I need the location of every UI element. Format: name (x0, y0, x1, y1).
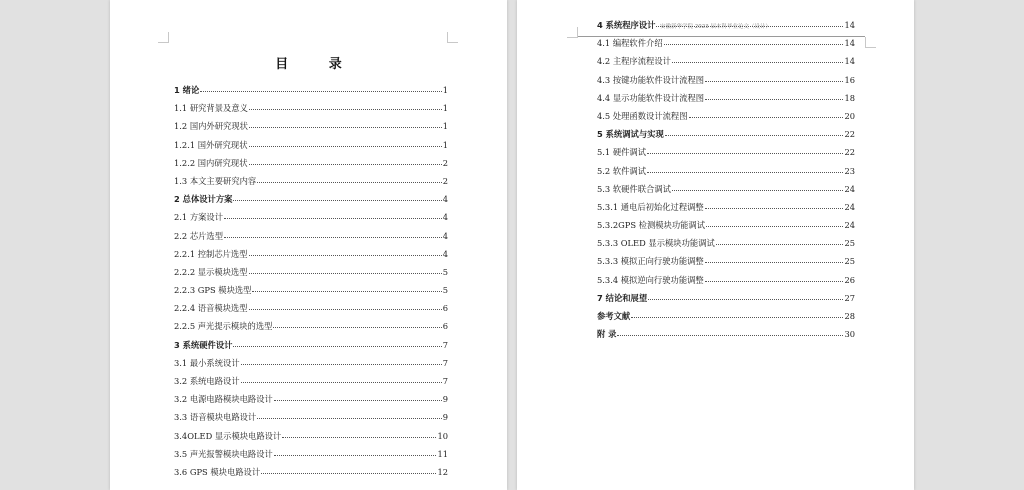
toc-entry-label: 参考文献 (597, 311, 631, 321)
toc-entry-page-number: 7 (442, 376, 448, 386)
dot-leader (656, 20, 843, 27)
dot-leader (261, 467, 436, 474)
toc-entry-page-number: 14 (844, 38, 855, 49)
toc-entry-label: 4.4 显示功能软件设计流程图 (597, 92, 705, 103)
dot-leader (631, 311, 843, 318)
dot-leader (689, 111, 844, 118)
dot-leader (249, 103, 442, 110)
toc-entry[interactable] (174, 84, 448, 102)
toc-entry-page-number: 28 (844, 311, 855, 321)
toc-entry-page-number: 30 (844, 329, 855, 340)
toc-entry[interactable] (174, 175, 448, 193)
toc-entry-label: 3 系统硬件设计 (174, 339, 233, 350)
toc-entry-label: 4.5 处理函数设计流程图 (597, 110, 688, 121)
toc-entry[interactable] (174, 211, 448, 229)
dot-leader (665, 129, 844, 136)
document-page-2 (517, 0, 914, 490)
toc-entry[interactable] (174, 157, 448, 175)
toc-entry-page-number: 22 (844, 147, 855, 158)
toc-entry-label: 1.1 研究背景及意义 (174, 103, 248, 114)
toc-entry-label: 附 录 (597, 329, 617, 340)
toc-entry[interactable] (174, 266, 448, 284)
dot-leader (233, 340, 441, 347)
margin-corner-marker (447, 32, 458, 43)
dot-leader (249, 158, 442, 165)
toc-entry-page-number: 5 (442, 266, 448, 277)
toc-entry-label: 2.2.1 控制芯片选型 (174, 248, 248, 259)
dot-leader (672, 184, 844, 191)
toc-entry[interactable] (597, 146, 855, 164)
toc-entry-page-number: 12 (437, 466, 448, 477)
page-header: 安徽新华学院 2023 届本科毕业论文（设计） (660, 24, 771, 30)
dot-leader (705, 275, 844, 282)
toc-entry[interactable] (174, 302, 448, 320)
toc-entry-label: 4 系统程序设计 (597, 20, 656, 30)
toc-entry-page-number: 4 (442, 212, 448, 223)
dot-leader (224, 212, 442, 219)
toc-entry[interactable] (597, 110, 855, 128)
toc-entry[interactable] (597, 274, 855, 292)
document-page-1 (110, 0, 507, 490)
toc-entry[interactable] (174, 411, 448, 429)
dot-leader (224, 231, 442, 238)
toc-entry-page-number: 11 (437, 448, 448, 459)
toc-entry-label: 1.2.1 国外研究现状 (174, 139, 248, 150)
toc-entry-label: 2.1 方案设计 (174, 212, 224, 223)
dot-leader (705, 256, 844, 263)
toc-entry-label: 3.4OLED 显示模块电路设计 (174, 430, 282, 441)
toc-entry-label: 5.3.4 模拟逆向行驶功能调整 (597, 274, 704, 285)
toc-entry-label: 5.3.1 通电后初始化过程调整 (597, 201, 704, 212)
toc-entry[interactable] (174, 230, 448, 248)
toc-entry-label: 3.6 GPS 模块电路设计 (174, 466, 261, 477)
toc-entry[interactable] (174, 193, 448, 211)
toc-entry-page-number: 4 (442, 230, 448, 241)
dot-leader (706, 220, 843, 227)
toc-entry-label: 5.2 软件调试 (597, 165, 647, 176)
toc-entry-label: 5.3.2GPS 检测模块功能调试 (597, 220, 706, 231)
dot-leader (249, 303, 442, 310)
toc-entry-page-number: 18 (844, 92, 855, 103)
toc-entry-label: 7 结论和展望 (597, 292, 648, 303)
dot-leader (716, 238, 844, 245)
toc-entry-label: 5.3 软硬件联合调试 (597, 183, 671, 194)
toc-entry-page-number: 9 (442, 394, 448, 405)
dot-leader (249, 249, 442, 256)
toc-entry[interactable] (174, 120, 448, 138)
margin-corner-marker (865, 37, 876, 48)
toc-entry-page-number: 20 (844, 110, 855, 121)
toc-entry-page-number: 9 (442, 412, 448, 423)
margin-corner-marker (567, 27, 578, 38)
toc-entry[interactable] (597, 92, 855, 110)
dot-leader (705, 93, 843, 100)
dot-leader (274, 449, 437, 456)
dot-leader (249, 140, 442, 147)
toc-entry-page-number: 2 (442, 175, 448, 186)
toc-entry-page-number: 1 (442, 139, 448, 150)
toc-entry-page-number: 24 (844, 201, 855, 212)
toc-entry-page-number: 25 (844, 238, 855, 249)
toc-entry-label: 1 绪论 (174, 85, 200, 95)
toc-entry[interactable] (597, 183, 855, 201)
dot-leader (705, 75, 843, 82)
toc-entry-page-number: 10 (437, 430, 448, 441)
toc-entry-page-number: 24 (844, 183, 855, 194)
toc-entry-page-number: 16 (844, 74, 855, 85)
toc-entry-label: 5 系统调试与实现 (597, 129, 664, 140)
dot-leader (282, 431, 436, 438)
dot-leader (249, 121, 442, 128)
toc-entry[interactable] (597, 292, 855, 310)
toc-entry[interactable] (597, 19, 855, 37)
dot-leader (705, 202, 844, 209)
toc-entry-label: 2.2.4 语音模块选型 (174, 303, 248, 314)
toc-entry[interactable] (174, 357, 448, 375)
dot-leader (233, 194, 441, 201)
toc-entry[interactable] (174, 430, 448, 448)
toc-entry-page-number: 24 (844, 220, 855, 231)
toc-entry-page-number: 22 (844, 129, 855, 140)
toc-entry[interactable] (597, 55, 855, 73)
dot-leader (273, 321, 441, 328)
toc-entry[interactable] (174, 375, 448, 393)
dot-leader (257, 176, 442, 183)
toc-entry[interactable] (174, 102, 448, 120)
dot-leader (648, 293, 843, 300)
table-of-contents (174, 84, 448, 484)
toc-entry-label: 2.2.5 声光提示模块的选型 (174, 321, 273, 332)
table-of-contents-continued (597, 19, 855, 346)
toc-entry[interactable] (597, 328, 855, 346)
dot-leader (647, 147, 843, 154)
dot-leader (664, 38, 844, 45)
toc-entry-page-number: 26 (844, 274, 855, 285)
dot-leader (672, 56, 844, 63)
toc-entry-label: 2.2.3 GPS 模块选型 (174, 285, 252, 296)
toc-entry-label: 3.2 系统电路设计 (174, 376, 240, 386)
toc-entry-label: 3.3 语音模块电路设计 (174, 412, 257, 423)
toc-entry-page-number: 7 (442, 339, 448, 350)
dot-leader (274, 394, 442, 401)
toc-entry-label: 3.2 电源电路模块电路设计 (174, 394, 273, 405)
toc-entry-page-number: 4 (442, 248, 448, 259)
toc-entry-label: 4.1 编程软件介绍 (597, 38, 663, 49)
toc-entry-page-number: 23 (844, 165, 855, 176)
toc-entry[interactable] (597, 255, 855, 273)
dot-leader (200, 85, 441, 92)
toc-entry-page-number: 14 (844, 20, 855, 30)
toc-entry-label: 3.1 最小系统设计 (174, 357, 240, 368)
dot-leader (257, 412, 442, 419)
dot-leader (241, 358, 442, 365)
toc-entry[interactable] (174, 339, 448, 357)
dot-leader (647, 166, 843, 173)
toc-entry-page-number: 6 (442, 321, 448, 332)
toc-entry-page-number: 7 (442, 357, 448, 368)
toc-entry-label: 1.2.2 国内研究现状 (174, 157, 248, 168)
margin-corner-marker (158, 32, 169, 43)
toc-entry[interactable] (174, 284, 448, 302)
toc-entry-label: 4.3 按键功能软件设计流程图 (597, 74, 705, 85)
dot-leader (617, 329, 843, 336)
toc-entry[interactable] (597, 237, 855, 255)
toc-entry-label: 2.2 芯片选型 (174, 230, 224, 241)
toc-entry-label: 2 总体设计方案 (174, 194, 233, 205)
toc-entry-page-number: 4 (442, 194, 448, 205)
toc-entry[interactable] (174, 139, 448, 157)
toc-entry-label: 2.2.2 显示模块选型 (174, 266, 248, 277)
toc-entry[interactable] (174, 393, 448, 411)
toc-entry-page-number: 2 (442, 157, 448, 168)
toc-entry-page-number: 6 (442, 303, 448, 314)
toc-entry-label: 5.3.3 模拟正向行驶功能调整 (597, 256, 704, 267)
toc-entry[interactable] (597, 37, 855, 55)
toc-entry[interactable] (597, 165, 855, 183)
toc-entry[interactable] (597, 310, 855, 328)
toc-entry[interactable] (597, 201, 855, 219)
dot-leader (249, 267, 442, 274)
toc-entry[interactable] (597, 128, 855, 146)
toc-entry-label: 1.3 本文主要研究内容 (174, 175, 257, 186)
toc-entry-page-number: 1 (442, 103, 448, 114)
toc-entry[interactable] (597, 74, 855, 92)
toc-entry[interactable] (174, 248, 448, 266)
toc-entry-label: 1.2 国内外研究现状 (174, 121, 248, 132)
toc-entry-page-number: 25 (844, 256, 855, 267)
toc-title: 目 录 (275, 57, 360, 72)
toc-entry[interactable] (174, 466, 448, 484)
toc-entry-label: 5.3.3 OLED 显示模块功能调试 (597, 238, 715, 249)
dot-leader (241, 376, 442, 383)
toc-entry[interactable] (597, 219, 855, 237)
toc-entry-label: 4.2 主程序流程设计 (597, 56, 671, 67)
toc-entry-page-number: 14 (844, 56, 855, 67)
dot-leader (252, 285, 441, 292)
toc-entry[interactable] (174, 320, 448, 338)
toc-entry-page-number: 5 (442, 285, 448, 296)
toc-entry-page-number: 27 (844, 292, 855, 303)
toc-entry-label: 5.1 硬件调试 (597, 147, 647, 158)
toc-entry[interactable] (174, 448, 448, 466)
toc-entry-page-number: 1 (442, 85, 448, 95)
toc-entry-page-number: 1 (442, 121, 448, 132)
toc-entry-label: 3.5 声光报警模块电路设计 (174, 448, 273, 459)
